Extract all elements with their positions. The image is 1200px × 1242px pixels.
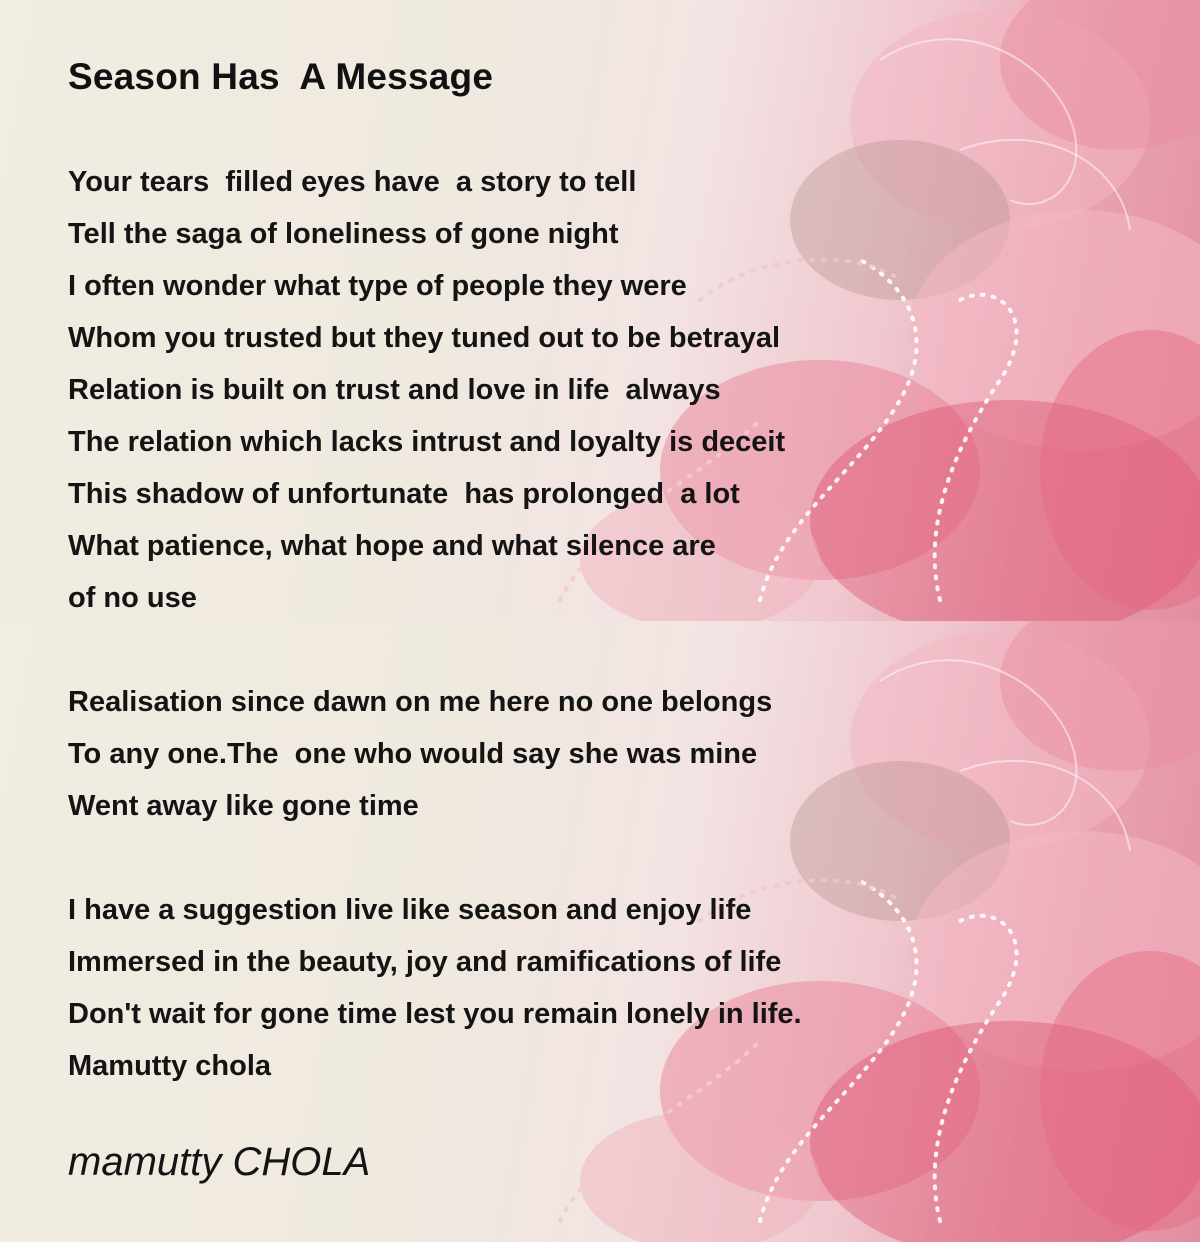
poem-title: Season Has A Message — [68, 56, 494, 97]
poem-line: Whom you trusted but they tuned out to be betrayal — [68, 322, 781, 354]
poem-line: Your tears filled eyes have a story to tell — [68, 166, 637, 198]
poem-body — [68, 156, 968, 1144]
poem-line: Relation is built on trust and love in life always — [68, 374, 721, 406]
poem-line: The relation which lacks intrust and loyalty is deceit — [68, 426, 786, 458]
poem-line: This shadow of unfortunate has prolonged a lot — [68, 478, 740, 510]
poem-line: To any one.The one who would say she was mine — [68, 738, 758, 770]
poem-line: Immersed in the beauty, joy and ramifications of life — [68, 946, 782, 978]
poem-line: I often wonder what type of people they were — [68, 270, 687, 302]
poem-line: Tell the saga of loneliness of gone night — [68, 218, 619, 250]
poem-line: Realisation since dawn on me here no one belongs — [68, 686, 773, 718]
stanza-2 — [68, 676, 968, 832]
stanza-3 — [68, 884, 968, 1092]
poem-line: Don't wait for gone time lest you remain lonely in life. — [68, 998, 802, 1030]
poem-line: What patience, what hope and what silence are — [68, 530, 716, 562]
poem-line: Went away like gone time — [68, 790, 419, 822]
poem-line: I have a suggestion live like season and enjoy life — [68, 894, 752, 926]
poem-author: mamutty CHOLA — [68, 1140, 371, 1184]
poem-line: Mamutty chola — [68, 1050, 272, 1082]
poem-line: of no use — [68, 582, 197, 614]
stanza-1 — [68, 156, 968, 624]
